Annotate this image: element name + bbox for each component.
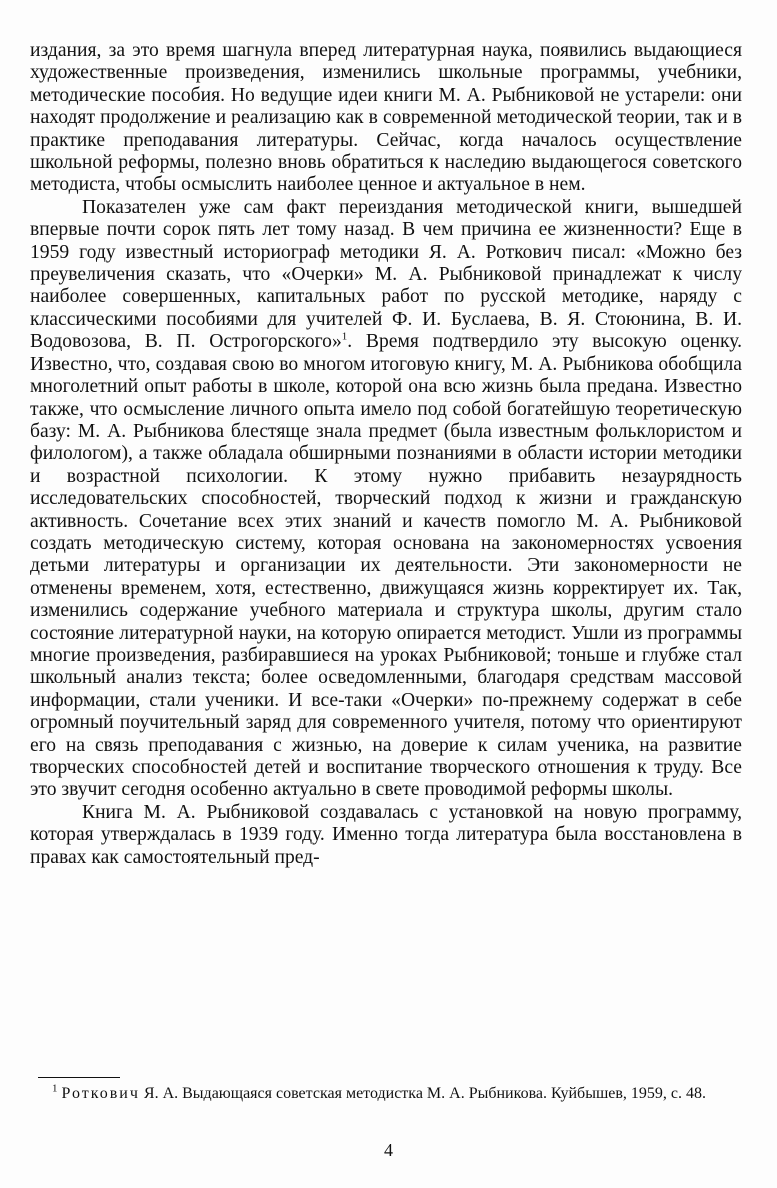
body-text bbox=[30, 40, 742, 869]
paragraph-reprint-significance bbox=[30, 197, 742, 802]
paragraph-book-program: Книга М. А. Рыбниковой создавалась с установкой на новую программу, которая утверждалась в 1939 году. Именно тогда литература была восстановлена в правах как самостоятельный пред- bbox=[30, 801, 742, 868]
footnote-text: Я. А. Выдающаяся советская методистка М. А. Рыбникова. Куйбышев, 1959, с. 48. bbox=[139, 1085, 707, 1102]
footnote-mark: 1 bbox=[52, 1082, 58, 1095]
paragraph-after-quote: . Время подтвердило эту высокую оценку. Известно, что, создавая свою во многом итоговую книгу, М. А. Рыбникова обобщила многолетний опыт работы в школе, которой она всю жизнь была предана. Известно также, что осмысление личного опыта имело под собой богатейшую теоретическую базу: М. А. Рыбникова блестяще знала предмет (была известным фольклористом и филологом), а также обладала обширными познаниями в области истории методики и возрастной психологии. К этому нужно прибавить незаурядность исследовательских способностей, творческий подход к жизни и гражданскую активность. Сочетание всех этих знаний и качеств помогло М. А. Рыбниковой создать методическую систему, которая основана на закономерностях усвоения детьми литературы и организации их деятельности. Эти закономерности не отменены временем, хотя, естественно, движущаяся жизнь корректирует их. Так, изменились содержание учебного материала и структура школы, другим стало состояние литературной науки, на которую опирается методист. Ушли из программы многие произведения, разбиравшиеся на уроках Рыбниковой; тоньше и глубже стал школьный анализ текста; более осведомленными, благодаря средствам массовой информации, стали ученики. И все-таки «Очерки» по-прежнему содержат в себе огромный поучительный заряд для современного учителя, потому что ориентируют его на связь преподавания с жизнью, на доверие к силам ученика, на развитие творческих способностей детей и воспитание творческого отношения к труду. Все это звучит сегодня особенно актуально в свете проводимой реформы школы. bbox=[30, 331, 742, 801]
footnote-divider bbox=[38, 1077, 120, 1078]
footnote bbox=[30, 1084, 742, 1104]
paragraph-quote-part: Показателен уже сам факт переиздания методической книги, вышедшей впервые почти сорок пять лет тому назад. В чем причина ее жизненности? Еще в 1959 году известный историограф методики Я. А. Роткович писал: «Можно без преувеличения сказать, что «Очерки» М. А. Рыбниковой принадлежат к числу наиболее совершенных, капитальных работ по русской методике, наряду с классическими пособиями для учителей Ф. И. Буслаева, В. Я. Стоюнина, В. И. Водовозова, В. П. Острогорского» bbox=[30, 196, 742, 353]
page-number: 4 bbox=[384, 1140, 393, 1160]
paragraph-continuation: издания, за это время шагнула вперед литературная наука, появились выдающиеся художественные произведения, изменились школьные программы, учебники, методические пособия. Но ведущие идеи книги М. А. Рыбниковой не устарели: они находят продолжение и реализацию как в современной методической теории, так и в практике преподавания литературы. Сейчас, когда началось осуществление школьной реформы, полезно вновь обратиться к наследию выдающегося советского методиста, чтобы осмыслить наиболее ценное и актуальное в нем. bbox=[30, 40, 742, 196]
footnote-reference: 1 bbox=[341, 330, 348, 343]
footnote-author: Роткович bbox=[61, 1085, 140, 1102]
